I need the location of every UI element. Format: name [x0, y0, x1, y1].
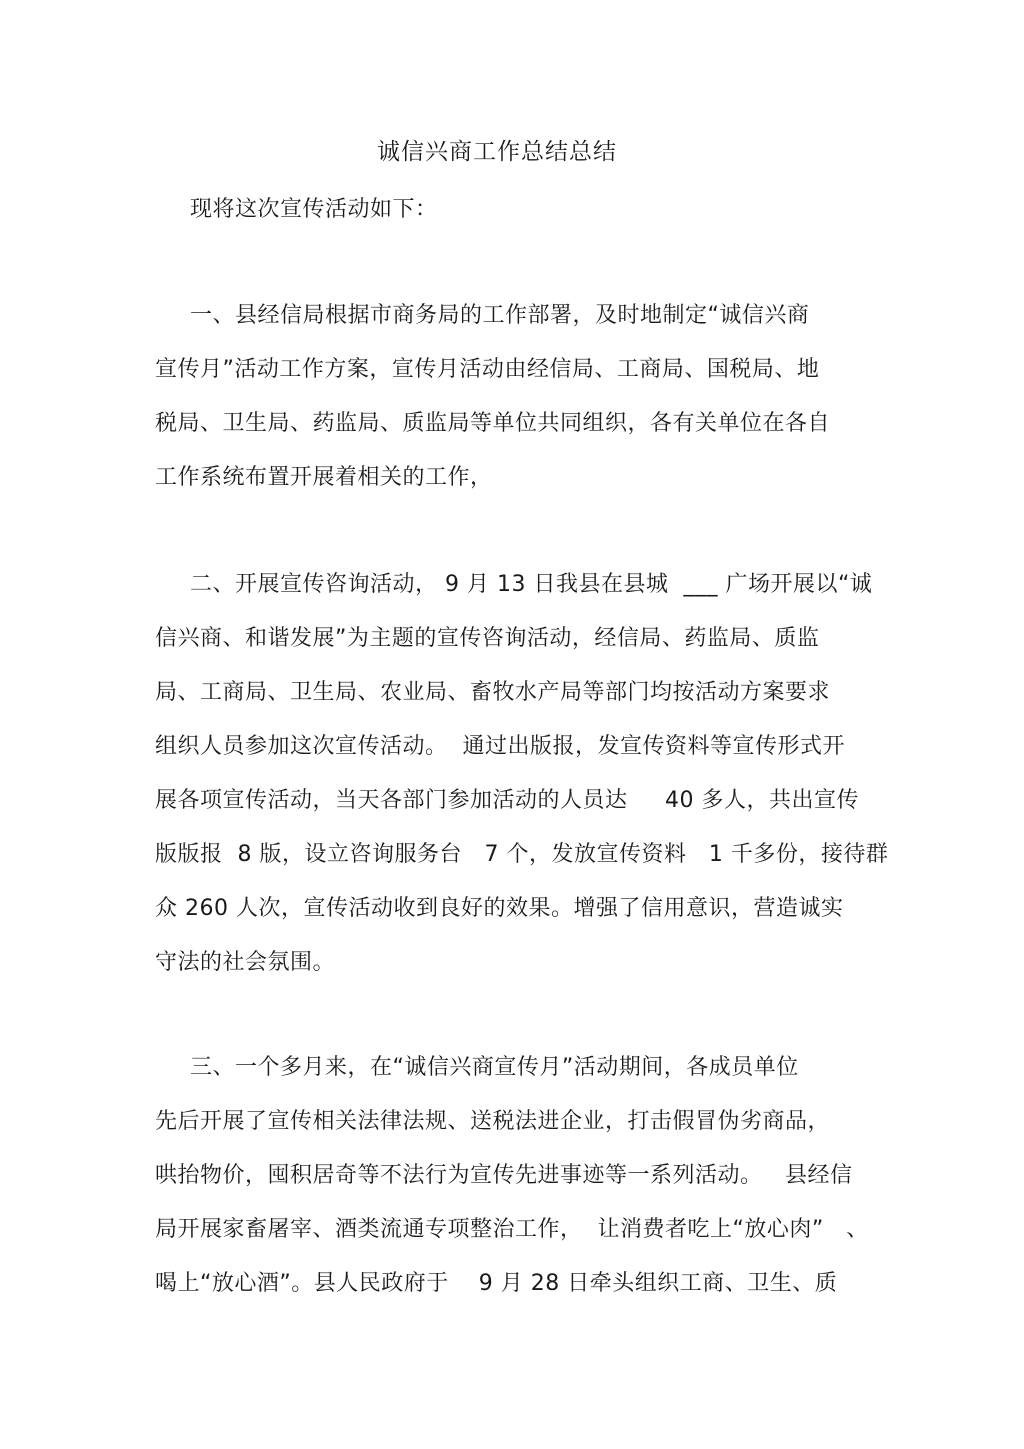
section1-line-2: 宣传月”活动工作方案，宣传月活动由经信局、工商局、国税局、地 [155, 357, 820, 382]
section1-line-3: 税局、卫生局、药监局、质监局等单位共同组织，各有关单位在各自 [155, 411, 831, 436]
section2-line-4: 组织人员参加这次宣传活动。 通过出版报，发宣传资料等宣传形式开 [155, 734, 845, 759]
document-title: 诚信兴商工作总结总结 [377, 139, 617, 165]
section2-line-2: 信兴商、和谐发展”为主题的宣传咨询活动，经信局、药监局、质监 [155, 626, 820, 651]
section3-line-4: 局开展家畜屠宰、酒类流通专项整治工作， 让消费者吃上“放心肉” 、 [155, 1217, 869, 1242]
section2-line-6: 版版报 8 版，设立咨询服务台 7 个，发放宣传资料 1 千多份，接待群 [155, 842, 889, 867]
section2-line-7: 众 260 人次，宣传活动收到良好的效果。增强了信用意识，营造诚实 [155, 896, 844, 921]
section2-line-1: 二、开展宣传咨询活动， 9 月 13 日我县在县城 ___ 广场开展以“诚 [190, 572, 873, 597]
section3-line-3: 哄抬物价，囤积居奇等不法行为宣传先进事迹等一系列活动。 县经信 [155, 1163, 853, 1188]
section2-line-3: 局、工商局、卫生局、农业局、畜牧水产局等部门均按活动方案要求 [155, 680, 831, 705]
section3-line-5: 喝上“放心酒”。县人民政府于 9 月 28 日牵头组织工商、卫生、质 [155, 1271, 838, 1296]
intro-line: 现将这次宣传活动如下： [190, 197, 438, 222]
section2-line-5: 展各项宣传活动，当天各部门参加活动的人员达 40 多人，共出宣传 [155, 788, 859, 813]
section1-line-1: 一、县经信局根据市商务局的工作部署，及时地制定“诚信兴商 [190, 303, 810, 328]
section3-line-1: 三、一个多月来，在“诚信兴商宣传月”活动期间，各成员单位 [190, 1055, 799, 1080]
section2-line-8: 守法的社会氛围。 [155, 950, 336, 975]
section1-line-4: 工作系统布置开展着相关的工作， [155, 465, 493, 490]
section3-line-2: 先后开展了宣传相关法律法规、送税法进企业，打击假冒伪劣商品， [155, 1109, 831, 1134]
